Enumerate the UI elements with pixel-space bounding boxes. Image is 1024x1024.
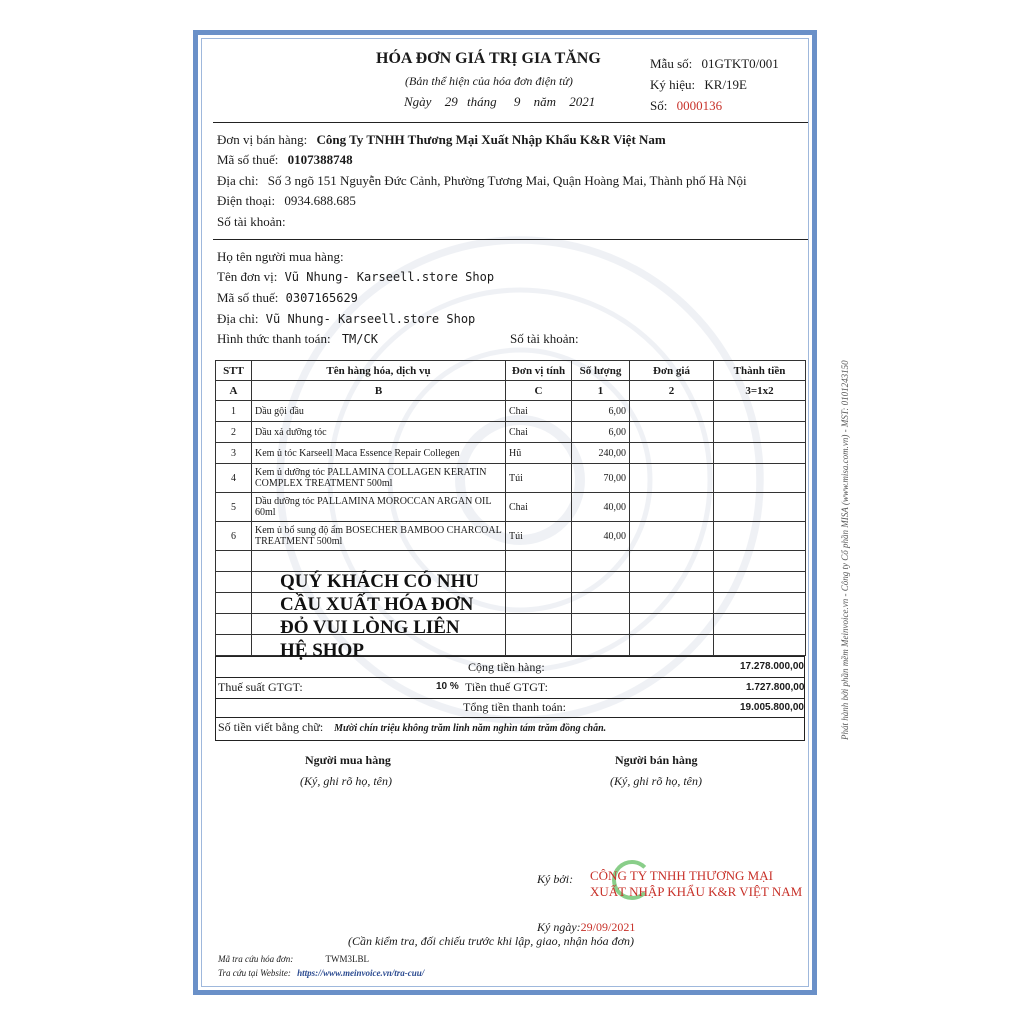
- row-qty: 6,00: [572, 422, 630, 443]
- table-row: [216, 464, 806, 493]
- row-stt: 1: [216, 401, 252, 422]
- table-header-row: [216, 361, 806, 381]
- seller-tax-label: Mã số thuế:: [217, 152, 279, 167]
- seller-name: Công Ty TNHH Thương Mại Xuất Nhập Khẩu K&R Việt Nam: [316, 132, 666, 147]
- row-amount: [714, 522, 806, 551]
- col-stt: STT: [216, 361, 252, 381]
- buyer-payment-label: Hình thức thanh toán:: [217, 331, 331, 346]
- vat-rate-label: Thuế suất GTGT:: [218, 680, 303, 694]
- row-price: [630, 422, 714, 443]
- vat-label: Tiền thuế GTGT:: [465, 680, 548, 694]
- symbol-value: KR/19E: [704, 77, 748, 92]
- row-price: [630, 464, 714, 493]
- buyer-unit-row: [217, 269, 494, 285]
- buyer-unit: Vũ Nhung- Karseell.store Shop: [284, 270, 495, 284]
- row-qty: 40,00: [572, 522, 630, 551]
- row-name: Dầu dưỡng tóc PALLAMINA MOROCCAN ARGAN OIL 60ml: [252, 493, 506, 522]
- total-label: Tổng tiền thanh toán:: [463, 700, 566, 714]
- symbol: [650, 77, 747, 93]
- row-qty: 40,00: [572, 493, 630, 522]
- row-unit: Túi: [506, 464, 572, 493]
- buyer-tax: 0307165629: [285, 291, 358, 305]
- row-price: [630, 522, 714, 551]
- amount-words: Mười chín triệu không trăm linh năm nghìn tám trăm đồng chẵn.: [334, 723, 607, 734]
- row-name: Kem ủ bổ sung độ ẩm BOSECHER BAMBOO CHARCOAL TREATMENT 500ml: [252, 522, 506, 551]
- col-price: Đơn giá: [630, 361, 714, 381]
- lookup-site-link[interactable]: https://www.meinvoice.vn/tra-cuu/: [297, 968, 425, 978]
- date-day: 29: [444, 94, 458, 109]
- lookup-code: TWM3LBL: [325, 954, 369, 964]
- total-value: 19.005.800,00: [740, 702, 804, 713]
- seller-account-label: Số tài khoản:: [217, 214, 286, 229]
- date-year: 2021: [569, 94, 596, 109]
- table-row: [216, 522, 806, 551]
- buyer-sign-hint: (Ký, ghi rõ họ, tên): [300, 774, 392, 788]
- row-amount: [714, 464, 806, 493]
- code-c: C: [506, 381, 572, 401]
- row-unit: Chai: [506, 401, 572, 422]
- code-b: B: [252, 381, 506, 401]
- row-name: Kem ủ dưỡng tóc PALLAMINA COLLAGEN KERATIN COMPLEX TREATMENT 500ml: [252, 464, 506, 493]
- row-stt: 2: [216, 422, 252, 443]
- code-1: 1: [572, 381, 630, 401]
- check-note: (Cần kiểm tra, đối chiếu trước khi lập, giao, nhận hóa đơn): [348, 934, 634, 948]
- row-amount: [714, 401, 806, 422]
- table-code-row: [216, 381, 806, 401]
- buyer-payment-row: [217, 331, 378, 347]
- number-value: 0000136: [676, 98, 723, 113]
- buyer-address-label: Địa chỉ:: [217, 311, 259, 326]
- form-number: [650, 56, 779, 72]
- invoice-title: HÓA ĐƠN GIÁ TRỊ GIA TĂNG: [376, 50, 601, 67]
- buyer-address-row: [217, 311, 475, 327]
- amount-words-row: [218, 720, 606, 735]
- seller-phone-label: Điện thoại:: [217, 193, 276, 208]
- totals-line-1: [215, 677, 805, 678]
- table-row: [216, 422, 806, 443]
- buyer-address: Vũ Nhung- Karseell.store Shop: [265, 312, 476, 326]
- totals-line-2: [215, 698, 805, 699]
- row-name: Dầu xả dưỡng tóc: [252, 422, 506, 443]
- col-qty: Số lượng: [572, 361, 630, 381]
- totals-right-border: [804, 656, 805, 741]
- row-price: [630, 443, 714, 464]
- seller-name-row: [217, 132, 666, 148]
- seller-tax-row: [217, 152, 353, 168]
- table-row: [216, 493, 806, 522]
- seller-phone: 0934.688.685: [284, 193, 356, 208]
- totals-line-3: [215, 717, 805, 718]
- buyer-payment: TM/CK: [341, 332, 378, 346]
- signed-date-label: Ký ngày:: [537, 920, 581, 934]
- seller-address: Số 3 ngõ 151 Nguyễn Đức Cảnh, Phường Tương Mai, Quận Hoàng Mai, Thành phố Hà Nội: [267, 173, 747, 188]
- row-price: [630, 401, 714, 422]
- row-unit: Chai: [506, 493, 572, 522]
- goods-label: Cộng tiền hàng:: [468, 660, 545, 674]
- row-amount: [714, 443, 806, 464]
- row-name: Kem ủ tóc Karseell Maca Essence Repair Collegen: [252, 443, 506, 464]
- buyer-account-row: [510, 331, 579, 347]
- number-label: Số:: [650, 98, 668, 113]
- signed-by: CÔNG TY TNHH THƯƠNG MẠI XUẤT NHẬP KHẨU K&R VIỆT NAM: [590, 868, 803, 899]
- date-month: 9: [513, 94, 521, 109]
- lookup-site-label: Tra cứu tại Website:: [218, 968, 291, 978]
- empty-row: [216, 551, 806, 572]
- buyer-person-row: [217, 249, 344, 265]
- amount-words-label: Số tiền viết bằng chữ:: [218, 720, 324, 734]
- date-year-label: năm: [533, 94, 556, 109]
- code-a: A: [216, 381, 252, 401]
- signed-by-label: Ký bởi:: [537, 872, 574, 886]
- totals-bottom-line: [215, 740, 805, 741]
- code-2: 2: [630, 381, 714, 401]
- buyer-unit-label: Tên đơn vị:: [217, 269, 278, 284]
- buyer-account-label: Số tài khoản:: [510, 331, 579, 346]
- row-amount: [714, 422, 806, 443]
- shop-notice: QUÝ KHÁCH CÓ NHU CẦU XUẤT HÓA ĐƠN ĐỎ VUI LÒNG LIÊN HỆ SHOP: [280, 571, 479, 661]
- row-qty: 70,00: [572, 464, 630, 493]
- row-price: [630, 493, 714, 522]
- seller-sign-hint: (Ký, ghi rõ họ, tên): [610, 774, 702, 788]
- seller-sign-title: Người bán hàng: [615, 753, 698, 767]
- row-amount: [714, 493, 806, 522]
- publisher-side-note: Phát hành bởi phần mềm Meinvoice.vn - Công ty Cổ phần MISA (www.misa.com.vn) - MST: 0101243150: [840, 360, 850, 740]
- code-3: 3=1x2: [714, 381, 806, 401]
- row-unit: Hũ: [506, 443, 572, 464]
- row-stt: 5: [216, 493, 252, 522]
- signed-date: 29/09/2021: [580, 920, 636, 934]
- seller-name-label: Đơn vị bán hàng:: [217, 132, 308, 147]
- vat-rate-value: 10 %: [436, 681, 459, 692]
- lookup-site-row: [218, 968, 424, 978]
- form-value: 01GTKT0/001: [701, 56, 779, 71]
- seller-account-row: [217, 214, 286, 230]
- col-amount: Thành tiền: [714, 361, 806, 381]
- goods-value: 17.278.000,00: [740, 661, 804, 672]
- row-unit: Chai: [506, 422, 572, 443]
- invoice-date: [404, 94, 595, 110]
- row-qty: 6,00: [572, 401, 630, 422]
- invoice-number: [650, 98, 722, 114]
- buyer-tax-label: Mã số thuế:: [217, 290, 279, 305]
- seller-divider: [213, 239, 808, 240]
- table-row: [216, 401, 806, 422]
- row-stt: 6: [216, 522, 252, 551]
- row-unit: Túi: [506, 522, 572, 551]
- row-qty: 240,00: [572, 443, 630, 464]
- date-day-label: Ngày: [404, 94, 432, 109]
- header-divider: [213, 122, 808, 123]
- table-row: [216, 443, 806, 464]
- totals-left-border: [215, 656, 216, 741]
- signed-date-row: [537, 920, 635, 935]
- seller-address-label: Địa chỉ:: [217, 173, 259, 188]
- seller-tax: 0107388748: [287, 152, 353, 167]
- invoice-subtitle: (Bản thể hiện của hóa đơn điện tử): [405, 74, 573, 88]
- row-stt: 3: [216, 443, 252, 464]
- lookup-code-row: [218, 954, 369, 964]
- lookup-code-label: Mã tra cứu hóa đơn:: [218, 954, 294, 964]
- row-name: Dầu gội đầu: [252, 401, 506, 422]
- buyer-person-label: Họ tên người mua hàng:: [217, 249, 344, 264]
- seller-phone-row: [217, 193, 356, 209]
- col-unit: Đơn vị tính: [506, 361, 572, 381]
- seller-address-row: [217, 173, 747, 189]
- date-month-label: tháng: [466, 94, 497, 109]
- vat-value: 1.727.800,00: [746, 682, 805, 693]
- symbol-label: Ký hiệu:: [650, 77, 696, 92]
- buyer-tax-row: [217, 290, 358, 306]
- form-label: Mẫu số:: [650, 56, 693, 71]
- buyer-sign-title: Người mua hàng: [305, 753, 391, 767]
- col-name: Tên hàng hóa, dịch vụ: [252, 361, 506, 381]
- row-stt: 4: [216, 464, 252, 493]
